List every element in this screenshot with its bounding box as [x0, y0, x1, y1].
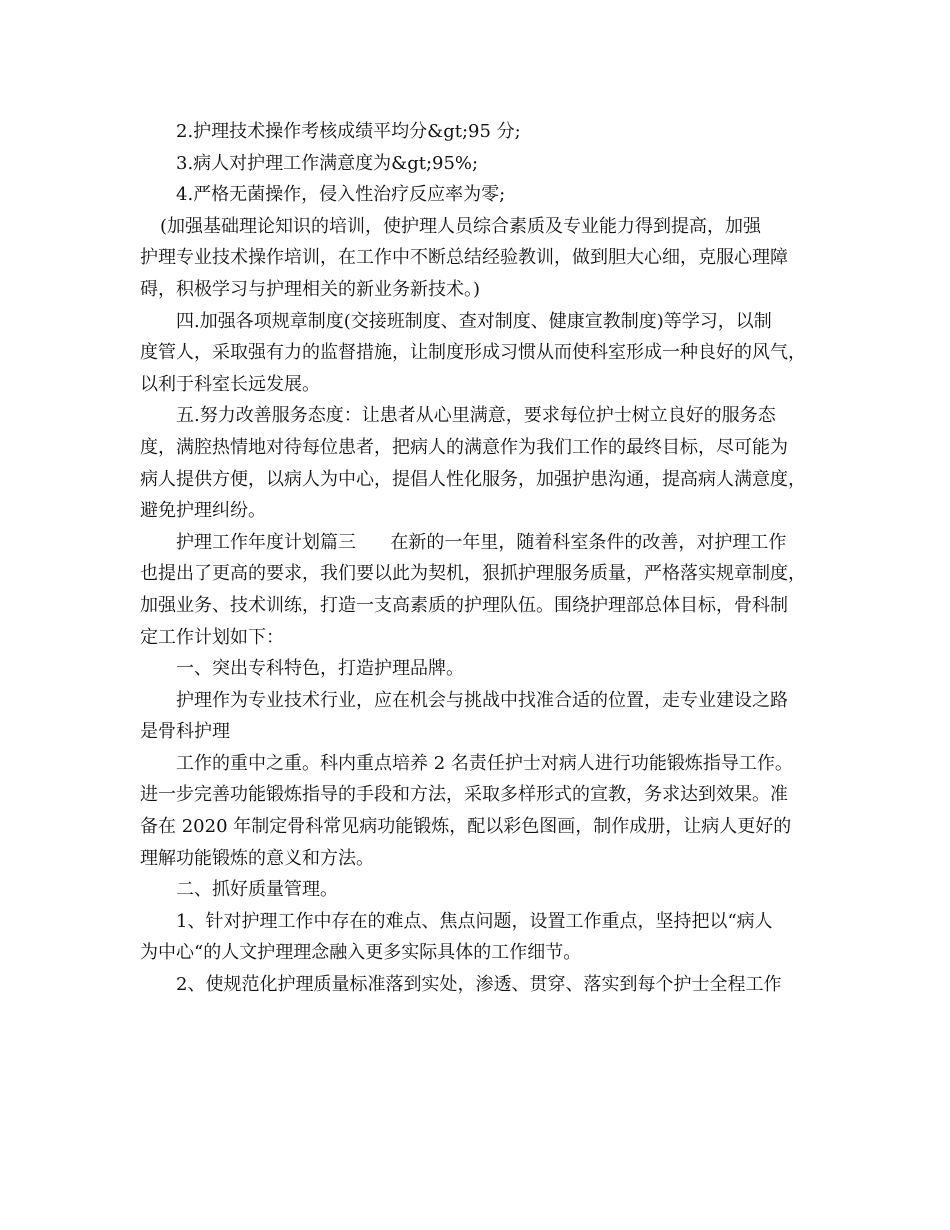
text-line: 2、使规范化护理质量标准落到实处，渗透、贯穿、落实到每个护士全程工作 [176, 974, 782, 996]
text-line: 备在 2020 年制定骨科常见病功能锻炼，配以彩色图画，制作成册，让病人更好的 [140, 816, 792, 838]
text-line: 工作的重中之重。科内重点培养 2 名责任护士对病人进行功能锻炼指导工作。 [176, 752, 793, 774]
text-line: 以利于科室长远发展。 [140, 373, 320, 395]
document-body [140, 116, 820, 1001]
text-line: 护理作为专业技术行业，应在机会与挑战中找准合适的位置，走专业建设之路 [176, 689, 788, 711]
text-line: (加强基础理论知识的培训，使护理人员综合素质及专业能力得到提高，加强 [160, 215, 762, 237]
text-line: 五.努力改善服务态度：让患者从心里满意，要求每位护士树立良好的服务态 [176, 405, 776, 427]
text-line: 护理专业技术操作培训，在工作中不断总结经验教训，做到胆大心细，克服心理障 [140, 247, 788, 269]
text-line: 进一步完善功能锻炼指导的手段和方法，采取多样形式的宣教，务求达到效果。准 [140, 784, 788, 806]
text-line: 避免护理纠纷。 [140, 500, 266, 522]
text-line: 四.加强各项规章制度(交接班制度、查对制度、健康宣教制度)等学习，以制 [176, 310, 772, 332]
text-line: 理解功能锻炼的意义和方法。 [140, 847, 374, 869]
text-line: 定工作计划如下： [140, 626, 284, 648]
text-line: 3.病人对护理工作满意度为&gt;95%; [176, 152, 479, 174]
text-line: 度管人，采取强有力的监督措施，让制度形成习惯从而使科室形成一种良好的风气， [140, 342, 806, 364]
text-line: 也提出了更高的要求，我们要以此为契机，狠抓护理服务质量，严格落实规章制度， [140, 563, 806, 585]
text-line: 病人提供方便，以病人为中心，提倡人性化服务，加强护患沟通，提高病人满意度， [140, 468, 806, 490]
text-line: 1、针对护理工作中存在的难点、焦点问题，设置工作重点，坚持把以“病人 [176, 910, 773, 932]
text-line: 一、突出专科特色，打造护理品牌。 [176, 658, 464, 680]
text-line: 度，满腔热情地对待每位患者，把病人的满意作为我们工作的最终目标，尽可能为 [140, 436, 788, 458]
text-line: 加强业务、技术训练，打造一支高素质的护理队伍。围绕护理部总体目标，骨科制 [140, 594, 788, 616]
text-line: 2.护理技术操作考核成绩平均分&gt;95 分; [176, 121, 521, 142]
text-line: 4.严格无菌操作，侵入性治疗反应率为零; [176, 184, 506, 206]
text-line: 二、抓好质量管理。 [176, 879, 338, 901]
text-line: 碍，积极学习与护理相关的新业务新技术。) [140, 278, 481, 300]
text-line: 为中心“的人文护理理念融入更多实际具体的工作细节。 [140, 942, 582, 964]
text-line: 是骨科护理 [140, 721, 230, 743]
text-line: 护理工作年度计划篇三 在新的一年里，随着科室条件的改善，对护理工作 [176, 531, 787, 553]
